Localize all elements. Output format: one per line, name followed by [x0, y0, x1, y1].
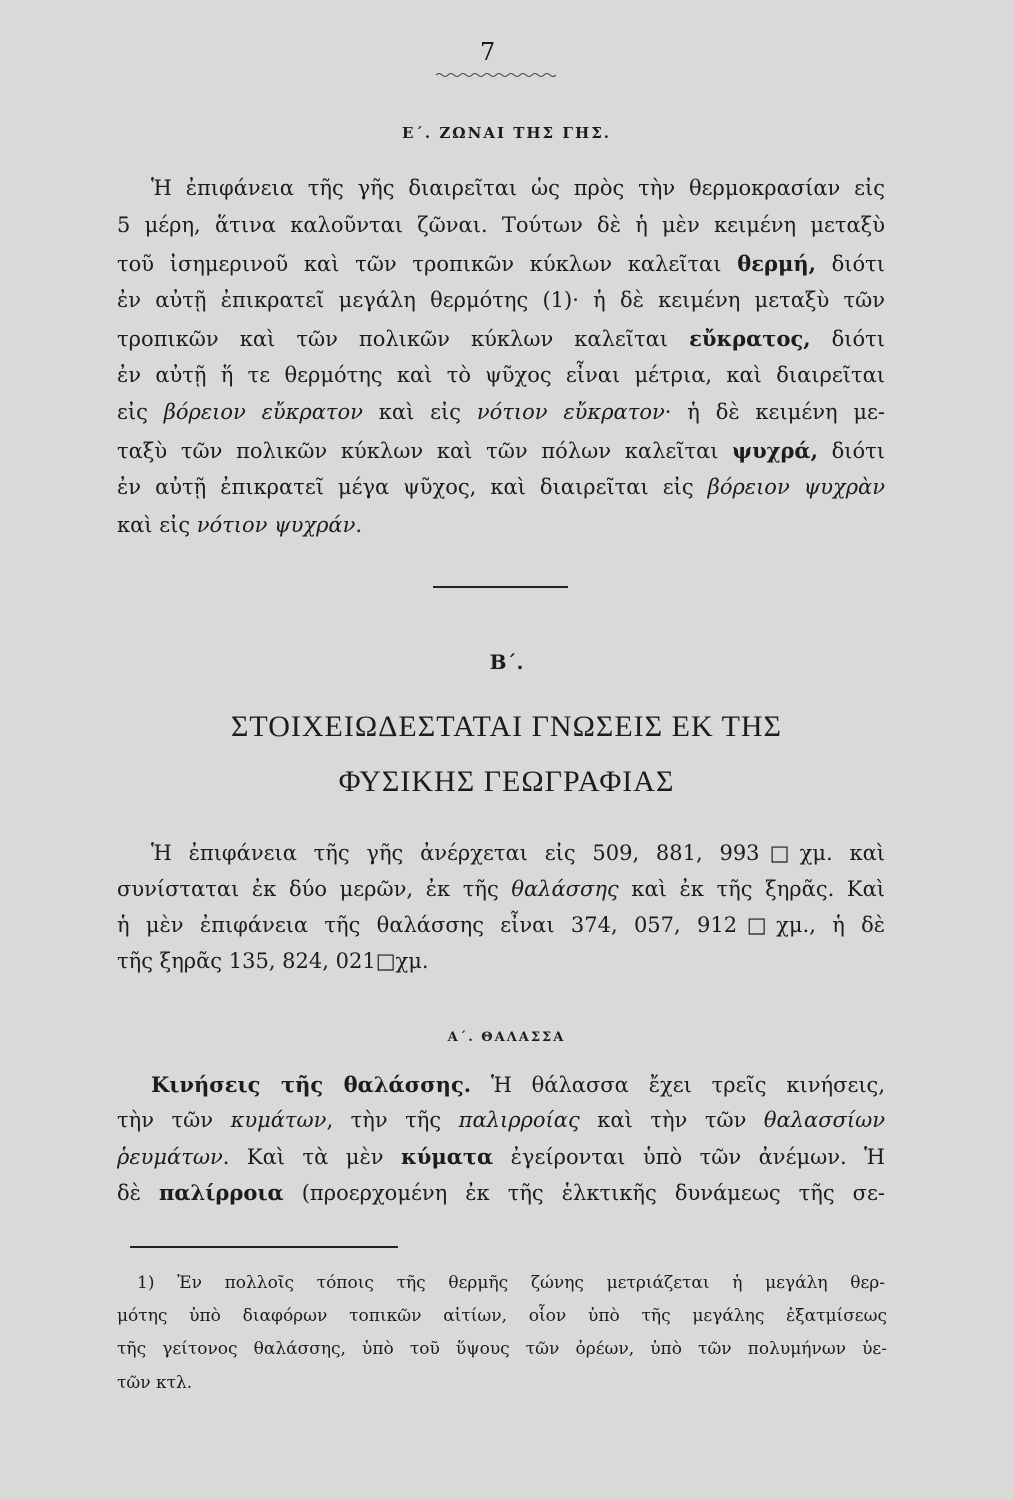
text-run: 5 μέρη, ἅτινα καλοῦνται ζῶναι. Τούτων δὲ ἡ μὲν κειμένη μεταξὺ — [117, 213, 885, 237]
text-run: ταξὺ τῶν πολικῶν κύκλων καὶ τῶν πόλων καλεῖται — [117, 439, 733, 463]
text-run: Ἡ θάλασσα ἔχει τρεῖς κινήσεις, — [471, 1073, 885, 1097]
italic-term: βόρειον ψυχρὰν — [707, 475, 886, 499]
italic-term: κυμάτων — [230, 1108, 327, 1132]
text-line — [151, 178, 885, 199]
text-run: τροπικῶν καὶ τῶν πολικῶν κύκλων καλεῖται — [117, 327, 690, 351]
text-run: τῆς ξηρᾶς 135, 824, 021□χμ. — [117, 949, 429, 973]
section-heading-sea: Α΄. ΘΑΛΑΣΣΑ — [447, 1030, 566, 1045]
text-run: καὶ τὴν τῶν — [579, 1108, 764, 1132]
text-run: 1) Ἐν πολλοῖς τόποις τῆς θερμῆς ζώνης μετριάζεται ἡ μεγάλη θερ- — [137, 1273, 885, 1293]
part-title-line-2: ΦΥΣΙΚΗΣ ΓΕΩΓΡΑΦΙΑΣ — [338, 765, 675, 798]
text-run: διότι — [810, 327, 885, 351]
text-line — [117, 1146, 885, 1168]
text-run: καὶ εἰς — [362, 400, 477, 424]
italic-term: παλιρροίας — [458, 1108, 580, 1132]
bold-term: κύματα — [401, 1144, 494, 1169]
text-run: μότης ὑπὸ διαφόρων τοπικῶν αἰτίων, οἷον ὑπὸ τῆς μεγάλης ἐξατμίσεως — [117, 1306, 887, 1326]
text-line — [117, 879, 885, 900]
text-line — [117, 1308, 887, 1325]
text-run: ἐν αὐτῇ ἥ τε θερμότης καὶ τὸ ψῦχος εἶναι μέτρια, καὶ διαιρεῖται — [117, 363, 885, 387]
text-run: ἡ μὲν ἐπιφάνεια τῆς θαλάσσης εἶναι 374, 057, 912□χμ., ἡ δὲ — [117, 913, 885, 937]
italic-term: θαλάσσης — [511, 877, 619, 901]
bold-term: παλίρροια — [158, 1180, 284, 1205]
text-run: Ἡ ἐπιφάνεια τῆς γῆς ἀνέρχεται εἰς 509, 881, 993□χμ. καὶ — [151, 841, 885, 865]
text-line — [117, 365, 885, 386]
text-line — [117, 1341, 887, 1358]
text-line — [117, 290, 885, 311]
page-number: 7 — [480, 38, 496, 66]
text-line — [117, 515, 885, 536]
text-line — [117, 215, 885, 236]
text-run: καὶ ἐκ τῆς ξηρᾶς. Καὶ — [618, 877, 885, 901]
text-line — [151, 1074, 885, 1096]
text-line — [117, 328, 885, 350]
text-run: τὴν τῶν — [117, 1108, 231, 1132]
text-run: ἐγείρονται ὑπὸ τῶν ἀνέμων. Ἡ — [493, 1145, 885, 1169]
text-line — [151, 843, 885, 864]
footnote-rule — [130, 1246, 398, 1248]
text-run: . Καὶ τὰ μὲν — [222, 1145, 402, 1169]
section-heading-zones: Ε΄. ΖΩΝΑΙ ΤΗΣ ΓΗΣ. — [401, 124, 612, 142]
part-label: Β΄. — [489, 650, 524, 674]
text-line — [117, 253, 885, 275]
italic-term: θαλασσίων — [763, 1108, 886, 1132]
text-run: · ἡ δὲ κειμένη με- — [664, 400, 886, 424]
italic-term: ῥευμάτων — [117, 1145, 223, 1169]
text-line — [117, 1375, 887, 1392]
text-run: ἐν αὐτῇ ἐπικρατεῖ μεγάλη θερμότης (1)· ἡ δὲ κειμένη μεταξὺ τῶν — [117, 288, 885, 312]
part-title-line-1: ΣΤΟΙΧΕΙΩΔΕΣΤΑΤΑΙ ΓΝΩΣΕΙΣ ΕΚ ΤΗΣ — [230, 710, 783, 743]
text-line — [117, 402, 885, 423]
text-run: τοῦ ἰσημερινοῦ καὶ τῶν τροπικῶν κύκλων καλεῖται — [117, 252, 738, 276]
text-run: Ἡ ἐπιφάνεια τῆς γῆς διαιρεῖται ὡς πρὸς τὴν θερμοκρασίαν εἰς — [151, 176, 885, 200]
text-line — [117, 1182, 885, 1204]
text-run: συνίσταται ἐκ δύο μερῶν, ἐκ τῆς — [117, 877, 512, 901]
ornament-wavy-rule — [436, 72, 556, 78]
text-run: διότι — [817, 439, 886, 463]
text-line — [117, 1110, 885, 1131]
text-run: τῶν κτλ. — [117, 1373, 193, 1393]
text-line — [117, 951, 885, 972]
text-line — [117, 915, 885, 936]
text-run: , τὴν τῆς — [326, 1108, 459, 1132]
bold-term: εὔκρατος, — [689, 326, 811, 351]
text-run: διότι — [815, 252, 885, 276]
text-run: καὶ εἰς — [117, 513, 197, 537]
bold-term: Κινήσεις τῆς θαλάσσης. — [151, 1072, 472, 1097]
text-run: ἐν αὐτῇ ἐπικρατεῖ μέγα ψῦχος, καὶ διαιρεῖται εἰς — [117, 475, 708, 499]
bold-term: ψυχρά, — [732, 438, 818, 463]
section-divider — [433, 586, 568, 588]
italic-term: νότιον ψυχράν. — [196, 513, 363, 537]
text-line — [117, 477, 885, 498]
text-run: τῆς γείτονος θαλάσσης, ὑπὸ τοῦ ὕψους τῶν ὀρέων, ὑπὸ τῶν πολυμήνων ὑε- — [117, 1339, 887, 1359]
text-line — [137, 1275, 885, 1292]
bold-term: θερμή, — [737, 251, 816, 276]
italic-term: βόρειον εὔκρατον — [163, 400, 363, 424]
text-run: (προερχομένη ἐκ τῆς ἑλκτικῆς δυνάμεως τῆς σε- — [283, 1181, 885, 1205]
italic-term: νότιον εὔκρατον — [476, 400, 665, 424]
text-line — [117, 440, 885, 462]
text-run: δὲ — [117, 1181, 159, 1205]
text-run: εἰς — [117, 400, 164, 424]
